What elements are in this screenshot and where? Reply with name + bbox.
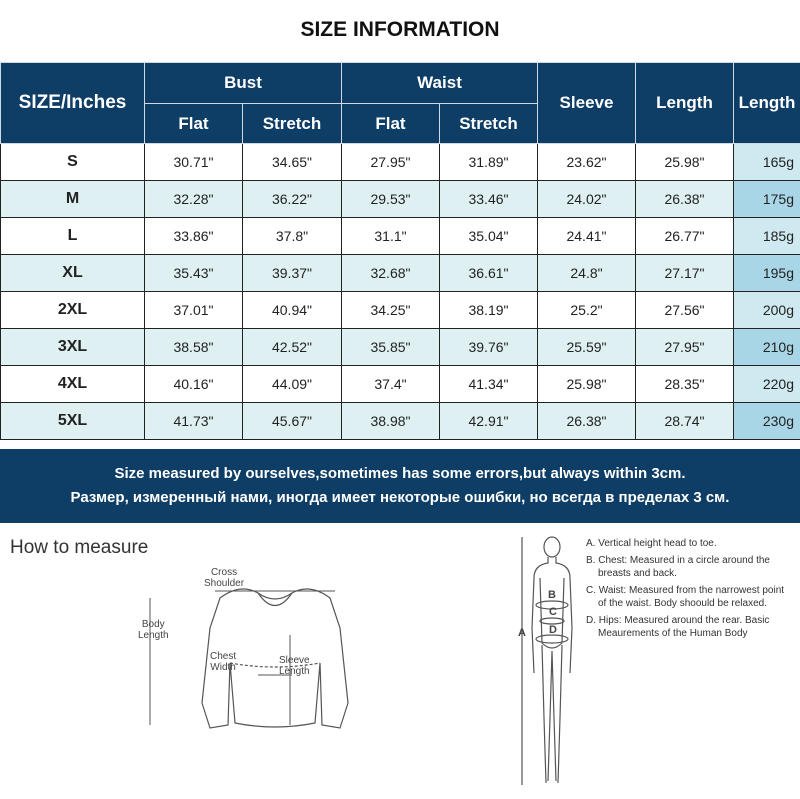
table-row	[1, 218, 800, 255]
cell-bust-flat: 41.73"	[145, 403, 243, 440]
cell-waist-stretch: 42.91"	[440, 403, 538, 440]
cell-size: 3XL	[1, 329, 145, 366]
header-sleeve: Sleeve	[538, 63, 636, 144]
cell-sleeve: 24.02"	[538, 181, 636, 218]
cell-length: 27.17"	[636, 255, 734, 292]
table-row	[1, 144, 800, 181]
cell-waist-stretch: 41.34"	[440, 366, 538, 403]
cell-waist-flat: 34.25"	[342, 292, 440, 329]
cell-sleeve: 23.62"	[538, 144, 636, 181]
cell-waist-flat: 32.68"	[342, 255, 440, 292]
cell-waist-stretch: 35.04"	[440, 218, 538, 255]
cell-weight: 200g	[734, 292, 800, 329]
cell-length: 27.56"	[636, 292, 734, 329]
cell-length: 25.98"	[636, 144, 734, 181]
cell-waist-stretch: 33.46"	[440, 181, 538, 218]
size-table	[0, 62, 800, 440]
cell-bust-flat: 33.86"	[145, 218, 243, 255]
cell-size: 5XL	[1, 403, 145, 440]
cell-waist-flat: 35.85"	[342, 329, 440, 366]
table-row	[1, 181, 800, 218]
cell-bust-stretch: 44.09"	[243, 366, 342, 403]
cell-bust-flat: 40.16"	[145, 366, 243, 403]
note-russian: Размер, измеренный нами, иногда имеет некоторые ошибки, но всегда в пределах 3 см.	[70, 489, 730, 506]
table-row	[1, 366, 800, 403]
cell-weight: 185g	[734, 218, 800, 255]
cell-waist-stretch: 38.19"	[440, 292, 538, 329]
table-row	[1, 403, 800, 440]
figure-label-c: C	[549, 606, 557, 618]
cell-weight: 165g	[734, 144, 800, 181]
table-row	[1, 329, 800, 366]
header-waist: Waist	[342, 63, 538, 104]
header-bust-stretch: Stretch	[243, 104, 342, 144]
figure-label-a: A	[518, 627, 526, 639]
cell-size: M	[1, 181, 145, 218]
header-length: Length	[636, 63, 734, 144]
header-waist-stretch: Stretch	[440, 104, 538, 144]
cell-waist-flat: 27.95"	[342, 144, 440, 181]
cell-weight: 175g	[734, 181, 800, 218]
cell-weight: 220g	[734, 366, 800, 403]
cell-bust-stretch: 40.94"	[243, 292, 342, 329]
header-bust: Bust	[145, 63, 342, 104]
cell-bust-stretch: 36.22"	[243, 181, 342, 218]
body-length-label: Body Length	[138, 619, 169, 641]
measurement-note	[0, 449, 800, 523]
cell-bust-flat: 35.43"	[145, 255, 243, 292]
figure-label-d: D	[549, 624, 557, 636]
cell-bust-stretch: 45.67"	[243, 403, 342, 440]
cell-bust-stretch: 39.37"	[243, 255, 342, 292]
cell-length: 26.77"	[636, 218, 734, 255]
cell-waist-flat: 37.4"	[342, 366, 440, 403]
cell-bust-stretch: 37.8"	[243, 218, 342, 255]
cell-bust-flat: 32.28"	[145, 181, 243, 218]
legend-c: C. Waist: Measured from the narrowest point of the waist. Body shoould be relaxed.	[586, 585, 785, 609]
cell-bust-flat: 37.01"	[145, 292, 243, 329]
cell-sleeve: 24.41"	[538, 218, 636, 255]
cell-waist-flat: 38.98"	[342, 403, 440, 440]
note-english: Size measured by ourselves,sometimes has some errors,but always within 3cm.	[114, 465, 686, 482]
cell-bust-flat: 38.58"	[145, 329, 243, 366]
cell-bust-stretch: 42.52"	[243, 329, 342, 366]
header-waist-flat: Flat	[342, 104, 440, 144]
cell-bust-stretch: 34.65"	[243, 144, 342, 181]
table-row	[1, 292, 800, 329]
header-bust-flat: Flat	[145, 104, 243, 144]
cell-sleeve: 25.59"	[538, 329, 636, 366]
sleeve-length-label: Sleeve Length	[279, 655, 310, 677]
page-title: SIZE INFORMATION	[300, 18, 500, 41]
cell-waist-flat: 31.1"	[342, 218, 440, 255]
cell-waist-stretch: 31.89"	[440, 144, 538, 181]
cell-length: 26.38"	[636, 181, 734, 218]
cell-bust-flat: 30.71"	[145, 144, 243, 181]
body-figure	[512, 533, 592, 793]
cell-size: 2XL	[1, 292, 145, 329]
legend-d: D. Hips: Measured around the rear. Basic Meaurements of the Human Body	[586, 615, 770, 639]
table-row	[1, 255, 800, 292]
cell-length: 27.95"	[636, 329, 734, 366]
how-to-measure-title: How to measure	[10, 537, 149, 558]
cell-weight: 195g	[734, 255, 800, 292]
cell-size: S	[1, 144, 145, 181]
header-size: SIZE/Inches	[1, 63, 145, 144]
cell-sleeve: 24.8"	[538, 255, 636, 292]
chest-width-label: Chest Width	[210, 651, 237, 673]
cell-sleeve: 25.98"	[538, 366, 636, 403]
cell-sleeve: 25.2"	[538, 292, 636, 329]
cell-length: 28.35"	[636, 366, 734, 403]
cell-waist-stretch: 39.76"	[440, 329, 538, 366]
legend-a: A. Vertical height head to toe.	[586, 538, 717, 549]
header-length-weight: Length	[734, 63, 800, 144]
measurement-legend	[586, 537, 786, 644]
legend-b: B. Chest: Measured in a circle around the breasts and back.	[586, 555, 770, 579]
cell-length: 28.74"	[636, 403, 734, 440]
cell-sleeve: 26.38"	[538, 403, 636, 440]
how-to-measure-panel	[0, 523, 800, 799]
cell-waist-stretch: 36.61"	[440, 255, 538, 292]
cell-size: XL	[1, 255, 145, 292]
figure-label-b: B	[548, 589, 556, 601]
cell-weight: 230g	[734, 403, 800, 440]
cell-size: L	[1, 218, 145, 255]
cell-waist-flat: 29.53"	[342, 181, 440, 218]
cell-weight: 210g	[734, 329, 800, 366]
cell-size: 4XL	[1, 366, 145, 403]
cross-shoulder-label: Cross Shoulder	[204, 567, 245, 589]
